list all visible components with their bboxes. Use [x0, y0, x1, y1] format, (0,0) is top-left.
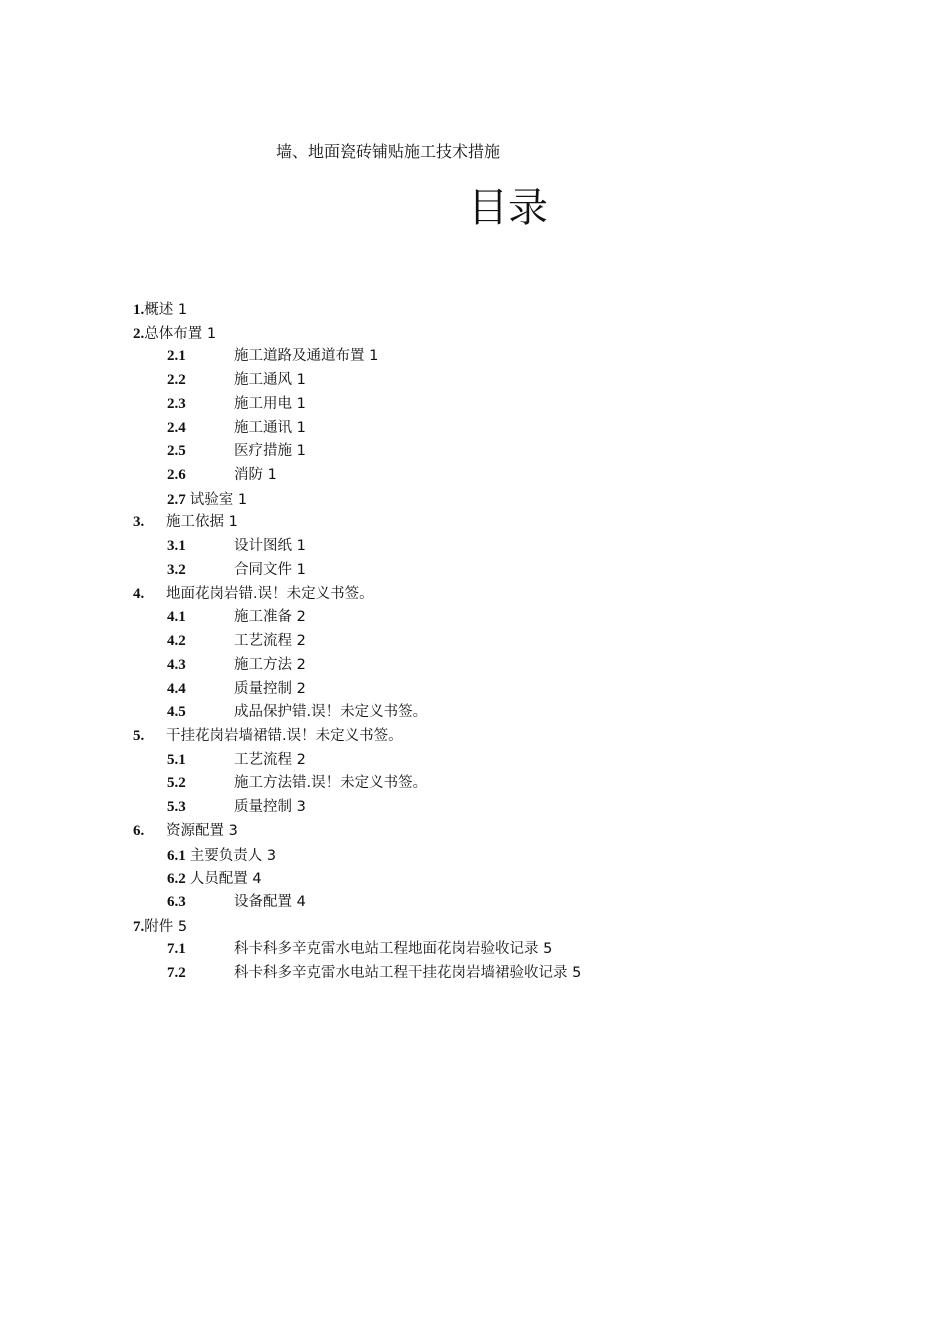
toc-entry-number: 3.2	[167, 561, 186, 578]
toc-entry[interactable]	[0, 535, 950, 559]
toc-entry-text: 工艺流程 2	[234, 751, 306, 768]
toc-entry-text: 工艺流程 2	[234, 633, 306, 650]
toc-entry[interactable]	[0, 440, 950, 464]
toc-entry[interactable]	[0, 630, 950, 654]
toc-entry-number: 2.1	[167, 348, 186, 365]
toc-entry-number: 4.4	[167, 680, 186, 697]
toc-entry-number: 2.3	[167, 395, 186, 412]
toc-entry-number: 5.2	[167, 775, 186, 792]
toc-entry-number: 4.3	[167, 656, 186, 673]
toc-entry-number: 4.1	[167, 609, 186, 626]
toc-entry-number: 2.4	[167, 419, 186, 436]
toc-entry-number: 4.5	[167, 704, 186, 721]
toc-entry[interactable]	[0, 583, 950, 607]
toc-entry-text: 质量控制 3	[234, 799, 306, 816]
toc-entry-text: 成品保护错.误！未定义书签。	[234, 704, 428, 721]
toc-entry-text: 施工方法 2	[234, 656, 306, 673]
toc-entry-text: 附件 5	[144, 918, 188, 935]
toc-entry[interactable]	[0, 772, 950, 796]
toc-entry[interactable]	[0, 891, 950, 915]
toc-entry-number: 4.2	[167, 633, 186, 650]
toc-entry-number: 1.	[133, 302, 145, 318]
toc-entry[interactable]	[0, 962, 950, 986]
toc-entry[interactable]	[0, 844, 950, 868]
toc-heading: 目录	[468, 185, 548, 231]
toc-entry-text: 施工用电 1	[234, 395, 306, 412]
toc-entry-text: 主要负责人 3	[189, 847, 277, 864]
toc-entry-number: 6.	[133, 822, 145, 839]
toc-entry[interactable]	[0, 820, 950, 844]
toc-entry-number: 6.2	[167, 871, 186, 888]
toc-entry[interactable]	[0, 511, 950, 535]
toc-entry[interactable]	[0, 725, 950, 749]
toc-entry-number: 6.1	[167, 847, 186, 864]
toc-entry-text: 医疗措施 1	[234, 443, 306, 460]
toc-entry-number: 2.5	[167, 443, 186, 460]
document-header: 墙、地面瓷砖铺贴施工技术措施	[276, 142, 501, 161]
toc-entry-text: 干挂花岗岩墙裙错.误！未定义书签。	[166, 727, 403, 744]
toc-entry-text: 设备配置 4	[234, 893, 306, 910]
toc-entry[interactable]	[0, 915, 950, 939]
toc-entry[interactable]	[0, 606, 950, 630]
toc-entry[interactable]	[0, 488, 950, 512]
toc-entry-text: 人员配置 4	[189, 871, 262, 888]
toc-entry[interactable]	[0, 749, 950, 773]
toc-entry-number: 7.	[133, 918, 145, 935]
toc-entry[interactable]	[0, 701, 950, 725]
toc-entry-text: 施工依据 1	[166, 514, 238, 531]
toc-entry-text: 施工准备 2	[234, 609, 306, 626]
toc-entry[interactable]	[0, 867, 950, 891]
toc-entry-text: 合同文件 1	[234, 561, 306, 578]
toc-entry[interactable]	[0, 322, 950, 346]
toc-entry-number: 2.2	[167, 372, 186, 389]
toc-entry-number: 5.3	[167, 799, 186, 816]
toc-entry-number: 7.1	[167, 941, 186, 958]
toc-entry-text: 施工道路及通道布置 1	[234, 348, 379, 365]
toc-entry-number: 2.	[133, 325, 145, 342]
toc-entry[interactable]	[0, 938, 950, 962]
toc-entry-text: 资源配置 3	[166, 822, 238, 839]
toc-entry-text: 施工通风 1	[234, 372, 306, 389]
toc-entry-number: 2.7	[167, 491, 186, 508]
toc-entry[interactable]	[0, 369, 950, 393]
toc-entry[interactable]	[0, 345, 950, 369]
table-of-contents	[0, 298, 950, 986]
toc-entry-number: 2.6	[167, 467, 186, 484]
toc-entry[interactable]	[0, 654, 950, 678]
toc-entry-text: 试验室 1	[189, 491, 248, 508]
toc-entry-number: 3.1	[167, 538, 186, 555]
toc-entry-number: 7.2	[167, 965, 186, 982]
toc-entry[interactable]	[0, 417, 950, 441]
toc-entry-number: 4.	[133, 585, 145, 602]
toc-entry-text: 地面花岗岩错.误！未定义书签。	[166, 585, 374, 602]
toc-entry-text: 施工方法错.误！未定义书签。	[234, 775, 428, 792]
toc-entry[interactable]	[0, 678, 950, 702]
toc-entry-text: 概述 1	[144, 302, 188, 318]
toc-entry-text: 质量控制 2	[234, 680, 306, 697]
toc-entry-number: 5.	[133, 727, 145, 744]
toc-entry[interactable]	[0, 393, 950, 417]
toc-entry[interactable]	[0, 464, 950, 488]
toc-entry-text: 科卡科多辛克雷水电站工程地面花岗岩验收记录 5	[234, 941, 553, 958]
toc-entry[interactable]	[0, 298, 950, 322]
toc-entry-number: 5.1	[167, 751, 186, 768]
toc-entry-number: 6.3	[167, 893, 186, 910]
toc-entry-text: 施工通讯 1	[234, 419, 306, 436]
toc-entry[interactable]	[0, 796, 950, 820]
toc-entry-number: 3.	[133, 514, 145, 531]
toc-entry-text: 科卡科多辛克雷水电站工程干挂花岗岩墙裙验收记录 5	[234, 965, 582, 982]
toc-entry-text: 设计图纸 1	[234, 538, 306, 555]
toc-entry[interactable]	[0, 559, 950, 583]
toc-entry-text: 总体布置 1	[144, 325, 217, 342]
toc-entry-text: 消防 1	[234, 467, 277, 484]
